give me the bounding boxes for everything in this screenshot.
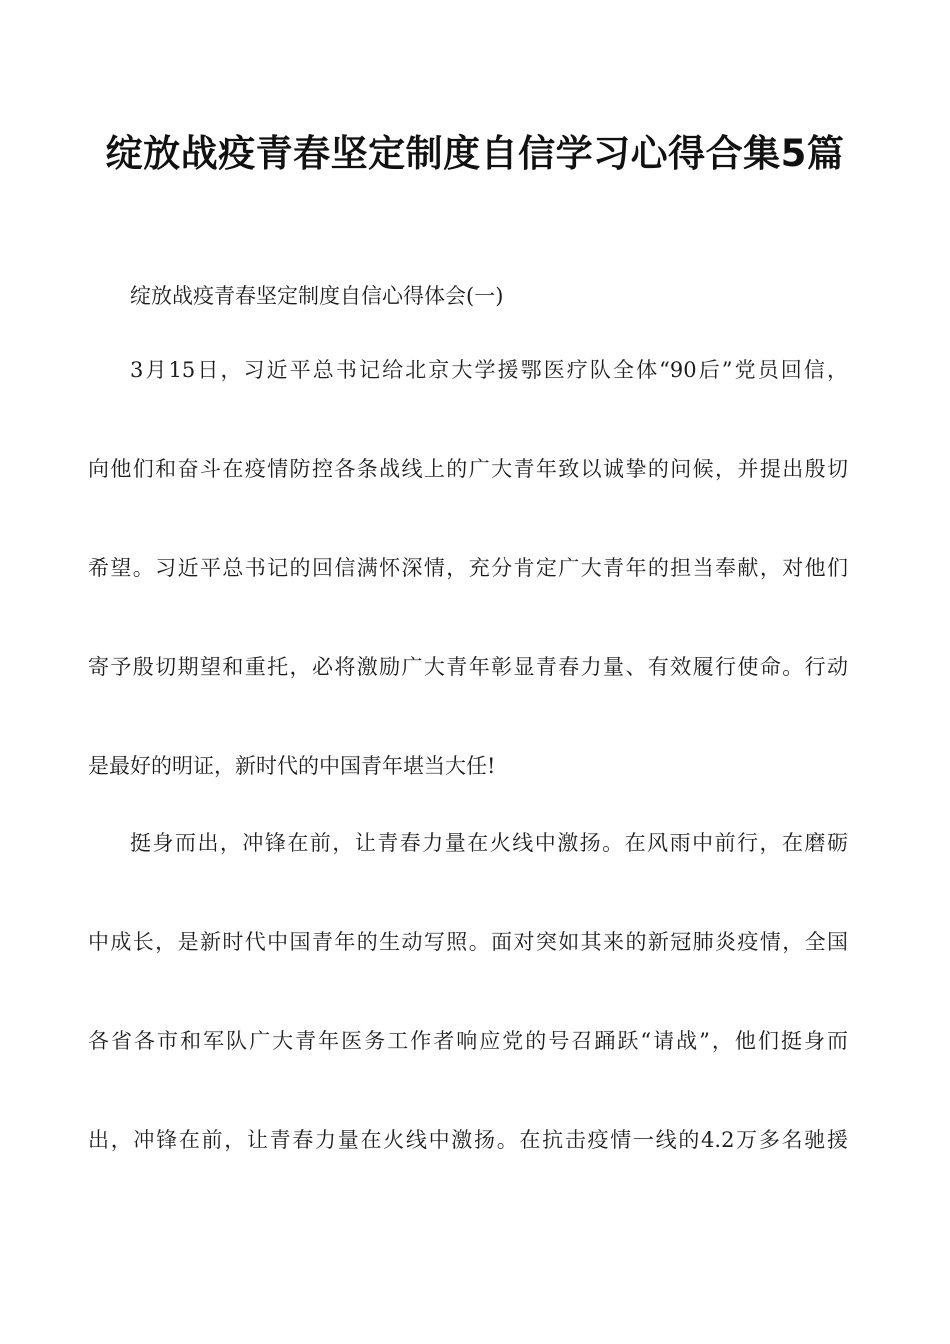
document-title: 绽放战疫青春坚定制度自信学习心得合集5篇 bbox=[105, 132, 845, 175]
paragraph-line: 向他们和奋斗在疫情防控各条战线上的广大青年致以诚挚的问候，并提出殷切 bbox=[88, 457, 848, 481]
paragraph-line: 各省各市和军队广大青年医务工作者响应党的号召踊跃“请战”，他们挺身而 bbox=[88, 1029, 848, 1053]
paragraph-line: 挺身而出，冲锋在前，让青春力量在火线中激扬。在风雨中前行，在磨砺 bbox=[130, 831, 848, 855]
paragraph-line: 中成长，是新时代中国青年的生动写照。面对突如其来的新冠肺炎疫情，全国 bbox=[88, 930, 848, 954]
paragraph-line: 3月15日，习近平总书记给北京大学援鄂医疗队全体“90后”党员回信， bbox=[130, 358, 848, 382]
paragraph-line: 寄予殷切期望和重托，必将激励广大青年彰显青春力量、有效履行使命。行动 bbox=[88, 655, 848, 679]
section-heading: 绽放战疫青春坚定制度自信心得体会(一) bbox=[130, 284, 504, 308]
paragraph-line: 希望。习近平总书记的回信满怀深情，充分肯定广大青年的担当奉献，对他们 bbox=[88, 556, 848, 580]
paragraph-line: 是最好的明证，新时代的中国青年堪当大任! bbox=[88, 754, 496, 778]
paragraph-line: 出，冲锋在前，让青春力量在火线中激扬。在抗击疫情一线的4.2万多名驰援 bbox=[88, 1128, 848, 1152]
